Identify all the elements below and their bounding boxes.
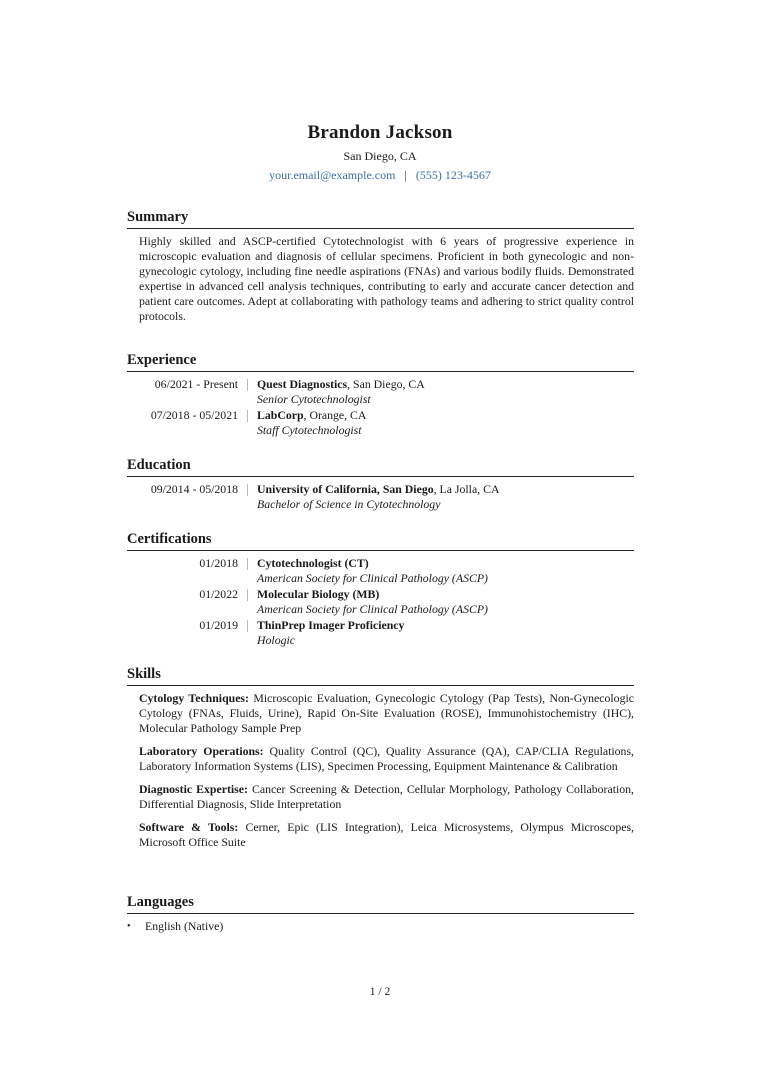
- experience-section: [127, 351, 634, 438]
- skill-list: Cerner, Epic (LIS Integration), Leica Microsystems, Olympus Microscopes, Microsoft Office Suite: [139, 820, 634, 849]
- certification-name: Molecular Biology (MB): [257, 587, 380, 601]
- entry-divider: [247, 620, 248, 632]
- languages-section: [127, 893, 634, 934]
- skills-section: [127, 665, 634, 858]
- section-title-certifications: Certifications: [127, 530, 634, 551]
- education-section: [127, 456, 634, 512]
- entry-divider: [247, 410, 248, 422]
- entry-date: 01/2019: [199, 618, 238, 632]
- section-title-summary: Summary: [127, 208, 634, 229]
- candidate-location: San Diego, CA: [343, 149, 417, 163]
- resume-header: [0, 121, 760, 183]
- entry-divider: [247, 484, 248, 496]
- section-title-languages: Languages: [127, 893, 634, 914]
- skill-category: Software & Tools:: [139, 820, 239, 834]
- section-title-skills: Skills: [127, 665, 634, 686]
- certification-entry: [127, 556, 634, 586]
- entry-date: 01/2018: [199, 556, 238, 570]
- language-name: English (Native): [145, 919, 224, 933]
- certification-issuer: American Society for Clinical Pathology (ASCP): [257, 571, 488, 585]
- bullet-icon: •: [127, 921, 131, 932]
- certification-issuer: Hologic: [257, 633, 296, 647]
- entry-place: , Orange, CA: [303, 408, 367, 422]
- entry-date: 01/2022: [199, 587, 238, 601]
- section-title-experience: Experience: [127, 351, 634, 372]
- entry-role: Staff Cytotechnologist: [257, 423, 362, 437]
- certification-issuer: American Society for Clinical Pathology (ASCP): [257, 602, 488, 616]
- contact-separator: |: [404, 168, 407, 182]
- experience-entry: [127, 408, 634, 438]
- contact-line: [0, 168, 760, 183]
- skill-item: [139, 744, 634, 774]
- entry-degree: Bachelor of Science in Cytotechnology: [257, 497, 441, 511]
- entry-divider: [247, 589, 248, 601]
- email-link[interactable]: your.email@example.com: [269, 168, 396, 182]
- language-item: [127, 919, 634, 934]
- skill-list: Microscopic Evaluation, Gynecologic Cytology (Pap Tests), Non-Gynecologic Cytology (FNAs, Fluids, Urine), Rapid On-Site Evaluation (ROSE), Immunohistochemistry (IHC), Molecular Pathology Sample Prep: [139, 691, 634, 735]
- certification-name: Cytotechnologist (CT): [257, 556, 369, 570]
- skill-category: Laboratory Operations:: [139, 744, 264, 758]
- certifications-section: [127, 530, 634, 648]
- entry-divider: [247, 558, 248, 570]
- entry-divider: [247, 379, 248, 391]
- entry-date: 06/2021 - Present: [154, 377, 238, 391]
- entry-organization: University of California, San Diego: [257, 482, 434, 496]
- entry-place: , San Diego, CA: [347, 377, 425, 391]
- certification-entry: [127, 587, 634, 617]
- page-number: 1 / 2: [369, 986, 391, 998]
- skill-list: Cancer Screening & Detection, Cellular Morphology, Pathology Collaboration, Differential Diagnosis, Slide Interpretation: [139, 782, 635, 811]
- entry-date: 09/2014 - 05/2018: [150, 482, 238, 496]
- candidate-name: Brandon Jackson: [307, 122, 453, 143]
- summary-section: [127, 208, 634, 324]
- certification-entry: [127, 618, 634, 648]
- phone-link[interactable]: (555) 123-4567: [415, 168, 491, 182]
- languages-list: [127, 919, 634, 934]
- entry-organization: LabCorp: [257, 408, 304, 422]
- skill-list: Quality Control (QC), Quality Assurance (QA), CAP/CLIA Regulations, Laboratory Information Systems (LIS), Specimen Processing, Equipment Maintenance & Calibration: [139, 744, 634, 773]
- section-title-education: Education: [127, 456, 634, 477]
- skill-item: [139, 782, 634, 812]
- certification-name: ThinPrep Imager Proficiency: [257, 618, 405, 632]
- skill-category: Cytology Techniques:: [139, 691, 249, 705]
- entry-date: 07/2018 - 05/2021: [150, 408, 238, 422]
- education-entry: [127, 482, 634, 512]
- experience-entry: [127, 377, 634, 407]
- entry-role: Senior Cytotechnologist: [257, 392, 371, 406]
- summary-text: Highly skilled and ASCP-certified Cytotechnologist with 6 years of progressive experience in microscopic evaluation and diagnosis of cellular specimens. Proficient in both gynecologic and non-gynecologic cytology, including fine needle aspirations (FNAs) and various bodily fluids. Demonstrated expertise in advanced cell analysis techniques, contributing to early and accurate cancer detection and patient care outcomes. Adept at collaborating with pathology teams and adhering to strict quality control protocols.: [139, 234, 634, 323]
- skill-category: Diagnostic Expertise:: [139, 782, 248, 796]
- skill-item: [139, 820, 634, 850]
- entry-organization: Quest Diagnostics: [257, 377, 348, 391]
- skill-item: [139, 691, 634, 736]
- entry-place: , La Jolla, CA: [433, 482, 500, 496]
